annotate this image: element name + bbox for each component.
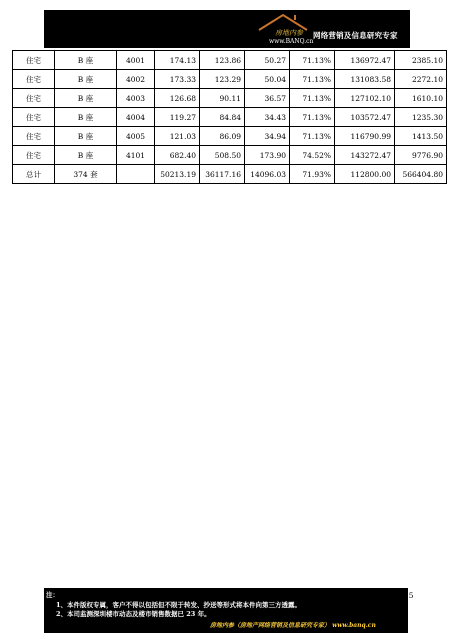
total-cell-use: 总计: [13, 165, 55, 184]
cell-price: 131083.58: [335, 70, 395, 89]
cell-inner-area: 123.29: [200, 70, 245, 89]
note-line-2: 2、本司监测深圳楼市动态及楼市销售数据已 23 年。: [56, 610, 211, 618]
cell-shared-area: 34.43: [245, 108, 290, 127]
cell-total: 2385.10: [395, 51, 447, 70]
cell-use: 住宅: [13, 89, 55, 108]
header-slogan: 网络营销及信息研究专家: [313, 31, 398, 40]
cell-area: 682.40: [155, 146, 200, 165]
cell-ratio: 71.13%: [290, 70, 335, 89]
cell-shared-area: 34.94: [245, 127, 290, 146]
total-cell-inner-area: 36117.16: [200, 165, 245, 184]
cell-use: 住宅: [13, 127, 55, 146]
total-cell-unit: [117, 165, 155, 184]
cell-price: 127102.10: [335, 89, 395, 108]
cell-price: 103572.47: [335, 108, 395, 127]
page-number: 15: [404, 591, 414, 600]
cell-building: B 座: [55, 70, 117, 89]
cell-total: 1413.50: [395, 127, 447, 146]
cell-inner-area: 86.09: [200, 127, 245, 146]
cell-total: 1610.10: [395, 89, 447, 108]
cell-ratio: 71.13%: [290, 51, 335, 70]
cell-unit: 4004: [117, 108, 155, 127]
cell-use: 住宅: [13, 146, 55, 165]
cell-unit: 4101: [117, 146, 155, 165]
cell-total: 9776.90: [395, 146, 447, 165]
total-cell-total: 566404.80: [395, 165, 447, 184]
cell-inner-area: 508.50: [200, 146, 245, 165]
cell-building: B 座: [55, 51, 117, 70]
cell-area: 173.33: [155, 70, 200, 89]
total-cell-ratio: 71.93%: [290, 165, 335, 184]
cell-use: 住宅: [13, 70, 55, 89]
cell-ratio: 71.13%: [290, 127, 335, 146]
cell-inner-area: 90.11: [200, 89, 245, 108]
cell-ratio: 74.52%: [290, 146, 335, 165]
cell-building: B 座: [55, 146, 117, 165]
footer-notes: [46, 590, 404, 619]
cell-price: 116790.99: [335, 127, 395, 146]
footer-tagline: 房地内参（房地产网络营销及信息研究专家） www.banq.cn: [210, 622, 376, 629]
cell-building: B 座: [55, 108, 117, 127]
logo-name: 房地内参: [275, 29, 303, 37]
total-row: [13, 165, 447, 184]
cell-use: 住宅: [13, 51, 55, 70]
total-cell-building: 374 套: [55, 165, 117, 184]
cell-inner-area: 123.86: [200, 51, 245, 70]
cell-unit: 4003: [117, 89, 155, 108]
total-cell-price: 112800.00: [335, 165, 395, 184]
cell-unit: 4002: [117, 70, 155, 89]
cell-area: 119.27: [155, 108, 200, 127]
total-cell-shared-area: 14096.03: [245, 165, 290, 184]
cell-building: B 座: [55, 89, 117, 108]
cell-shared-area: 50.04: [245, 70, 290, 89]
cell-area: 121.03: [155, 127, 200, 146]
table-row: [13, 127, 447, 146]
cell-use: 住宅: [13, 108, 55, 127]
cell-total: 2272.10: [395, 70, 447, 89]
cell-building: B 座: [55, 127, 117, 146]
cell-total: 1235.30: [395, 108, 447, 127]
cell-area: 174.13: [155, 51, 200, 70]
table-row: [13, 70, 447, 89]
table-row: [13, 146, 447, 165]
table-row: [13, 89, 447, 108]
note-line-1: 1、本件版权专属，客户不得以包括但不限于转发、抄送等形式将本件向第三方透露。: [56, 601, 302, 609]
cell-shared-area: 50.27: [245, 51, 290, 70]
cell-ratio: 71.13%: [290, 89, 335, 108]
cell-area: 126.68: [155, 89, 200, 108]
unit-table: [12, 50, 447, 184]
cell-shared-area: 36.57: [245, 89, 290, 108]
cell-unit: 4001: [117, 51, 155, 70]
logo-url: www.BANQ.cn: [269, 38, 314, 45]
note-title: 注：: [46, 591, 59, 599]
cell-unit: 4005: [117, 127, 155, 146]
total-cell-area: 50213.19: [155, 165, 200, 184]
table-row: [13, 108, 447, 127]
cell-price: 143272.47: [335, 146, 395, 165]
cell-price: 136972.47: [335, 51, 395, 70]
cell-inner-area: 84.84: [200, 108, 245, 127]
table-row: [13, 51, 447, 70]
cell-ratio: 71.13%: [290, 108, 335, 127]
cell-shared-area: 173.90: [245, 146, 290, 165]
